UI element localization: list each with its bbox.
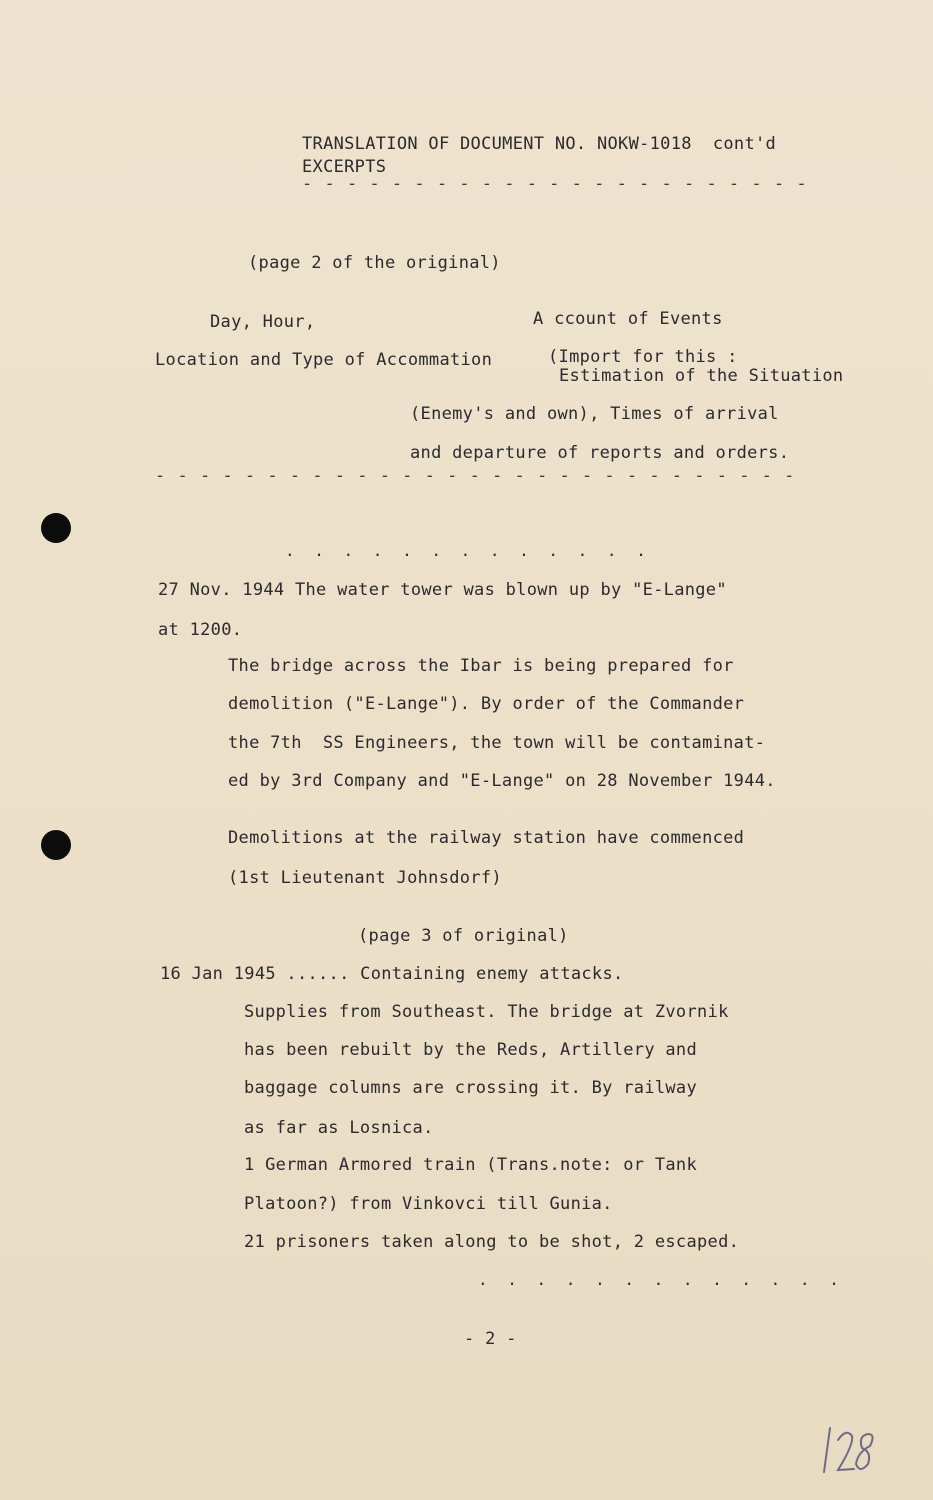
column-heading-right-1: A ccount of Events	[533, 309, 723, 329]
entry-2-line-8: 21 prisoners taken along to be shot, 2 escaped.	[244, 1232, 740, 1252]
entry-2-line-5: as far as Losnica.	[244, 1118, 434, 1138]
column-heading-right-2: (Import for this :	[548, 347, 738, 367]
ellipsis-top: . . . . . . . . . . . . .	[285, 541, 651, 560]
columns-rule: - - - - - - - - - - - - - - - - - - - - - - - - - - - - -	[155, 466, 796, 486]
column-heading-left-2: Location and Type of Accommation	[155, 350, 493, 370]
column-heading-right-4: (Enemy's and own), Times of arrival	[410, 404, 779, 424]
punch-hole-bottom	[41, 830, 71, 860]
entry-2-line-2: Supplies from Southeast. The bridge at Zvornik	[244, 1002, 729, 1022]
entry-1-line-4: demolition ("E-Lange"). By order of the Commander	[228, 694, 745, 714]
header-rule: - - - - - - - - - - - - - - - - - - - - - - -	[302, 174, 808, 194]
handwritten-page-number	[818, 1420, 888, 1480]
page-number: - 2 -	[464, 1329, 517, 1349]
entry-1-line-8: (1st Lieutenant Johnsdorf)	[228, 868, 502, 888]
page-note-original-3: (page 3 of original)	[358, 926, 569, 946]
entry-2-line-1: 16 Jan 1945 ...... Containing enemy attacks.	[160, 964, 624, 984]
entry-2-line-3: has been rebuilt by the Reds, Artillery and	[244, 1040, 697, 1060]
entry-2-line-7: Platoon?) from Vinkovci till Gunia.	[244, 1194, 613, 1214]
entry-2-line-4: baggage columns are crossing it. By railway	[244, 1078, 697, 1098]
column-heading-right-3: Estimation of the Situation	[559, 366, 844, 386]
header-title: TRANSLATION OF DOCUMENT NO. NOKW-1018 cont'd	[302, 134, 777, 154]
column-heading-left-1: Day, Hour,	[210, 312, 316, 332]
entry-1-line-5: the 7th SS Engineers, the town will be contaminat-	[228, 733, 766, 753]
entry-1-line-3: The bridge across the Ibar is being prepared for	[228, 656, 734, 676]
entry-1-line-6: ed by 3rd Company and "E-Lange" on 28 November 1944.	[228, 771, 776, 791]
column-heading-right-5: and departure of reports and orders.	[410, 443, 790, 463]
entry-1-line-1: 27 Nov. 1944 The water tower was blown up by "E-Lange"	[158, 580, 727, 600]
entry-1-line-2: at 1200.	[158, 620, 243, 640]
entry-2-line-6: 1 German Armored train (Trans.note: or Tank	[244, 1155, 697, 1175]
header-subtitle: EXCERPTS	[302, 157, 387, 177]
page-note-original-2: (page 2 of the original)	[248, 253, 501, 273]
punch-hole-top	[41, 513, 71, 543]
entry-1-line-7: Demolitions at the railway station have commenced	[228, 828, 745, 848]
ellipsis-bottom: . . . . . . . . . . . . .	[478, 1270, 844, 1289]
